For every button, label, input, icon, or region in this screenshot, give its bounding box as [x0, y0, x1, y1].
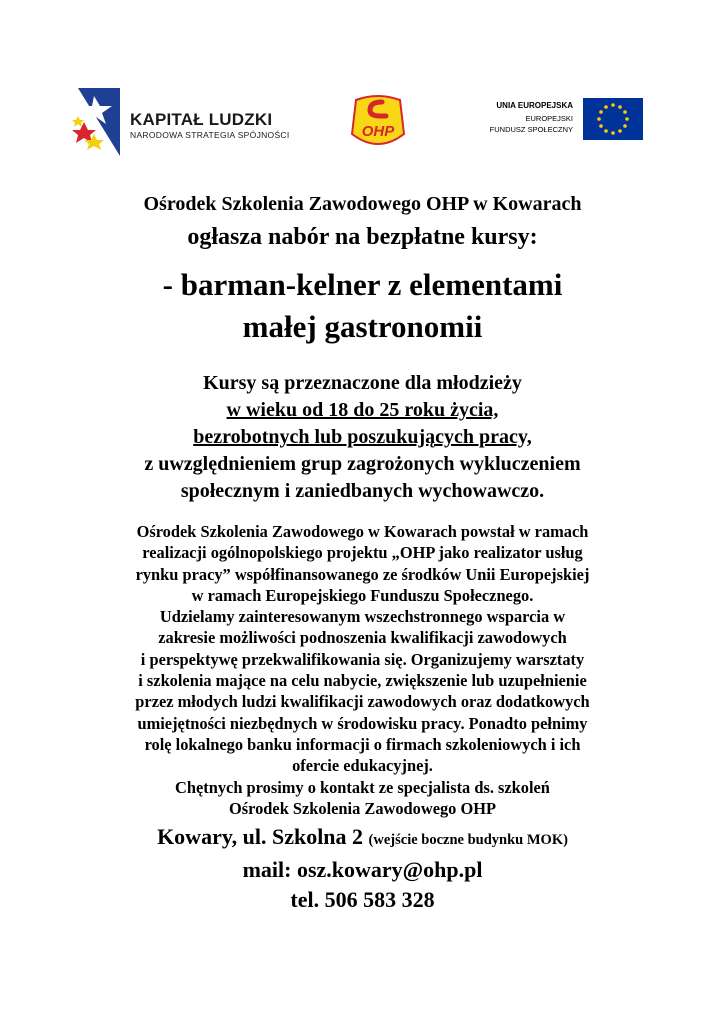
invite-line-2: Ośrodek Szkolenia Zawodowego OHP [229, 799, 496, 819]
ohp-emblem-icon [348, 94, 408, 150]
logo-header [0, 82, 725, 162]
target-line-3: bezrobotnych lub poszukujących pracy, [193, 426, 532, 448]
course-title [40, 264, 685, 348]
eu-line-2: EUROPEJSKI [525, 114, 573, 123]
organization-line: Ośrodek Szkolenia Zawodowego OHP w Kowarach [143, 193, 582, 215]
contact-email: mail: osz.kowary@ohp.pl [242, 856, 483, 882]
description-paragraph [40, 521, 685, 777]
target-line-5: społecznym i zaniedbanych wychowawczo. [180, 480, 545, 502]
description-line: rolę lokalnego banku informacji o firmach szkoleniowych i ich [144, 734, 581, 754]
address-text: Kowary, ul. Szkolna 2 [157, 823, 364, 849]
announcement-line: ogłasza nabór na bezpłatne kursy: [187, 224, 538, 250]
ohp-logo [348, 94, 408, 150]
description-line: i szkolenia mające na celu nabycie, zwiększenie lub uzupełnienie [138, 671, 587, 691]
target-line-2: w wieku od 18 do 25 roku życia, [226, 399, 499, 421]
course-title-line-1: - barman-kelner z elementami [162, 267, 563, 302]
eu-flag-icon [583, 98, 643, 140]
invite-line-1: Chętnych prosimy o kontakt ze specjalista ds. szkoleń [175, 777, 550, 797]
description-line: rynku pracy” współfinansowanego ze środków Unii Europejskiej [135, 564, 590, 584]
target-line-4: z uwzględnieniem grup zagrożonych wykluczeniem [144, 453, 581, 475]
description-line: w ramach Europejskiego Funduszu Społecznego. [191, 585, 534, 605]
eu-line-3: FUNDUSZ SPOŁECZNY [489, 125, 573, 134]
kapital-ludzki-subtitle: NARODOWA STRATEGIA SPÓJNOŚCI [130, 130, 290, 140]
description-line: ofercie edukacyjnej. [292, 756, 433, 776]
address-note: (wejście boczne budynku MOK) [368, 831, 568, 848]
description-line: zakresie możliwości podnoszenia kwalifikacji zawodowych [158, 628, 567, 648]
eu-efs-logo [478, 98, 643, 148]
description-line: realizacji ogólnopolskiego projektu „OHP jako realizator usług [142, 543, 583, 563]
target-group [40, 370, 685, 505]
description-line: Udzielamy zainteresowanym wszechstronnego wsparcia w [159, 607, 566, 627]
course-title-line-2: małej gastronomii [242, 309, 483, 344]
description-line: przez młodych ludzi kwalifikacji zawodowych oraz dodatkowych [135, 692, 590, 712]
description-line: Ośrodek Szkolenia Zawodowego w Kowarach powstał w ramach [136, 522, 589, 541]
target-line-1: Kursy są przeznaczone dla młodzieży [203, 372, 522, 394]
contact-invite [40, 777, 685, 820]
kapital-ludzki-title: KAPITAŁ LUDZKI [130, 110, 273, 129]
kapital-ludzki-logo [70, 82, 295, 162]
contact-address [40, 822, 685, 855]
description-line: i perspektywę przekwalifikowania się. Organizujemy warsztaty [140, 649, 585, 669]
eu-line-1: UNIA EUROPEJSKA [496, 101, 573, 110]
kapital-ludzki-emblem-icon [70, 82, 126, 162]
announcement-content [40, 190, 685, 915]
ohp-logo-text: OHP [361, 123, 395, 140]
contact-phone: tel. 506 583 328 [290, 886, 435, 912]
description-line: umiejętności niezbędnych w środowisku pracy. Ponadto pełnimy [137, 713, 588, 733]
